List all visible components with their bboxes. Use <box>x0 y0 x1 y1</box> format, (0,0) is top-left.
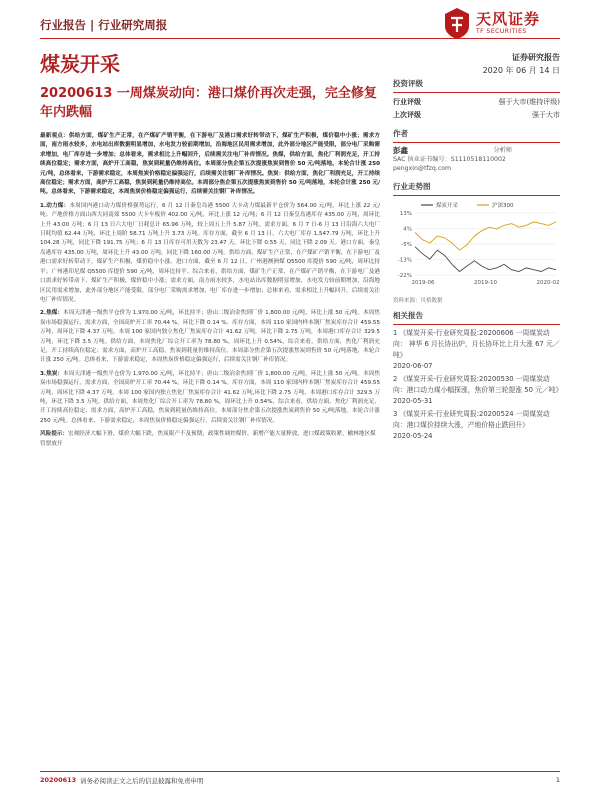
sidebar <box>393 78 563 444</box>
previous-rating-label: 上次评级 <box>393 111 421 119</box>
chart-source: 资料来源：贝格数据 <box>393 298 443 304</box>
y-tick-label: 4% <box>403 226 412 233</box>
report-date: 2020 年 06 月 14 日 <box>482 66 560 75</box>
paragraph-lead: 最新观点： <box>40 133 69 139</box>
author-email[interactable]: pengxin@tfzq.com <box>393 165 452 172</box>
paragraph-body: 本周天津港一级焦平仓价为 1,970.00 元/吨，环比持平；唐山二级冶金焦到厂价 1,800.00 元/吨，环比上涨 50 元/吨。本周焦炭市场稳强运行，需求方面，全国高炉开工率 70.44 %，环比下降 0.14 %。库存方面，本周 110 家国内样本钢厂焦炭库存合计 459.55 万吨，周环比下降 4.37 万吨。本周 100 家国内独立焦化厂焦炭库存合计 41.62 万吨,环比下降 2.75 万吨，本周港口库存合计 329.5 万吨，环比下降 3.5 万吨。供给方面，本周焦化厂综合开工率为 78.80 %，周环比上升 0.54%，综合来看，供给方面，焦化厂利润充足，开工持续高位稳定；需求方面，高炉开工高稳，焦炭到耗量仍维持高位。本周部分焦企第五次提涨焦炭到售价 50 元/吨落地，本轮合计涨 250 元/吨。总体看来，下游需求稳定，本周焦炭价格稳定偏强运行，后续需关注钢厂补库情况。 <box>40 370 380 424</box>
disclaimer-notice[interactable]: 请务必阅读正文之后的信息披露和免责申明 <box>80 777 204 785</box>
brand-logo <box>442 6 560 42</box>
breadcrumb-separator: | <box>90 18 95 32</box>
x-tick-label: 2020-02 <box>536 280 560 286</box>
related-report-item[interactable] <box>393 328 560 372</box>
rating-section-title: 投资评级 <box>393 78 560 93</box>
author-role: 分析师 <box>493 147 512 154</box>
paragraph-lead: 1.动力煤： <box>40 202 70 209</box>
paragraph-body: 供给方面，煤矿生产正常，在产煤矿产销平衡，在下游电厂及港口需求好转带动下，煤矿生产积极，煤价稳中小涨；需求方面，南方雨水较多，水电站出库数据明显增加，水电发力较前期增加，沿海地区民用需求增加，此外部分地区产能受限，部分电厂采购需求增加，电厂库存进一步增加；总体看来，需求相比上升幅回升，后续需关注电厂补库情况。焦煤，供给方面，焦化厂利润充足，开工持续高位稳定；需求方面，高炉开工高稳，焦炭到耗量仍维持高位。本周部分焦企第五次提涨焦炭到售价 50 元/吨落地。本轮合计涨 250 元/吨，总体看来，下游需求稳定，本周焦炭价格稳定偏强运行，后续需关注钢厂补库情况。焦炭：供给方面，焦化厂利润充足，开工持续高位稳定；需求方面，高炉开工高稳，焦炭到耗量仍维持高位。本周部分焦企第五次提涨焦炭到售价 50 元/吨落地，本轮合计涨 250 元/吨。总体看来，下游需求稳定，本周焦炭价格稳定偏强运行，后续需关注钢厂补库情况。 <box>40 133 380 196</box>
related-report-title[interactable]: 2 《煤炭开采-行业研究周报:20200530 一周煤炭动向：港口动力煤小幅探涨，焦价第三轮提涨 50 元／吨》 <box>393 375 563 394</box>
y-tick-label: -13% <box>397 257 412 264</box>
industry-rating-value: 强于大市(维持评级) <box>498 98 560 106</box>
paragraph-lead: 2.焦煤： <box>40 310 64 317</box>
author-section <box>393 128 560 173</box>
series-line <box>415 222 556 250</box>
header-divider <box>40 38 560 39</box>
related-report-date: 2020-05-24 <box>393 432 433 440</box>
risk-warning <box>40 430 380 449</box>
related-section-title: 相关报告 <box>393 310 560 325</box>
legend-label: 煤炭开采 <box>436 203 459 209</box>
industry-title: 煤炭开采 <box>40 52 120 76</box>
breadcrumb-weekly: 行业研究周报 <box>98 18 168 32</box>
breadcrumb <box>40 17 167 33</box>
related-report-date: 2020-05-31 <box>393 397 433 405</box>
paragraph-lead: 3.焦炭： <box>40 370 64 377</box>
x-tick-label: 2019-06 <box>411 280 435 286</box>
breadcrumb-report: 行业报告 <box>40 18 86 32</box>
risk-body: 宏观经济大幅下滑，煤价大幅下跌，焦炭限产不及预期，政策性调控煤价，新增产能大量释放，进口煤政策收紧，榆林地区煤管票放开 <box>40 431 376 447</box>
industry-rating-label: 行业评级 <box>393 98 421 106</box>
thermal-coal-paragraph <box>40 202 380 305</box>
y-tick-label: -22% <box>397 273 412 279</box>
related-report-date: 2020-06-07 <box>393 362 433 370</box>
main-content <box>40 84 380 449</box>
paragraph-body: 本周天津港一级焦平仓价为 1,970.00 元/吨，环比持平；唐山二级冶金焦到厂价 1,800.00 元/吨，环比上涨 50 元/吨。本周焦炭市场稳强运行，需求方面，全国高炉开工率 70.44 %，环比下降 0.14 %。库存方面，本周 110 家国内样本钢厂焦炭库存合计 459.55 万吨，周环比下降 4.37 万吨。本周 100 家国内独立焦化厂焦炭库存合计 41.62 万吨，环比下降 2.75 万吨，本周港口库存合计 329.5 万吨，环比下降 3.5 万吨。供给方面，本周焦化厂综合开工率为 78.80 %，周环比上升 0.54%，综合来看，供给方面，焦化厂利润充足，开工持续高位稳定；需求方面，高炉开工高稳，焦炭到耗量仍维持高位。本周部分焦企第五次提涨焦炭到售价 50 元/吨落地，本轮合计涨 250 元/吨。总体看来，下游需求稳定，本周焦炭价格稳定偏强运行，后续需关注钢厂补库情况。 <box>40 310 380 364</box>
risk-lead: 风险提示： <box>40 431 68 438</box>
related-report-title[interactable]: 3 《煤炭开采-行业研究周报:20200524 一周煤炭动向：港口煤价持续大涨，产地价格止跌回升》 <box>393 410 550 429</box>
y-tick-label: -5% <box>401 242 412 248</box>
industry-rating-row <box>393 96 560 109</box>
author-sac: SAC 执业证书编号：S1110518110002 <box>393 156 506 163</box>
coke-paragraph <box>40 370 380 426</box>
footer-logo: 20200613 <box>40 776 77 784</box>
related-report-item[interactable] <box>393 374 563 407</box>
y-tick-label: 13% <box>399 211 412 217</box>
legend-label: 沪深300 <box>492 203 514 209</box>
page-number: 1 <box>555 776 560 784</box>
footer-divider <box>40 771 560 772</box>
previous-rating-row <box>393 109 560 122</box>
author-name: 彭鑫 <box>393 146 408 155</box>
rating-section <box>393 78 560 122</box>
series-line <box>415 247 556 272</box>
x-tick-label: 2019-10 <box>474 280 497 286</box>
author-name-row <box>393 146 560 155</box>
report-type: 证券研究报告 <box>512 53 560 62</box>
chart-title: 行业走势图 <box>393 181 560 196</box>
trend-chart-section <box>393 181 560 304</box>
logo-mark-icon <box>442 6 472 40</box>
summary-paragraph <box>40 132 380 198</box>
related-report-item[interactable] <box>393 409 560 442</box>
report-title: 20200613 一周煤炭动向：港口煤价再次走强，完全修复年内跌幅 <box>40 86 377 120</box>
trend-chart <box>393 199 560 295</box>
related-reports-section <box>393 310 563 442</box>
logo-text-en: TF SECURITIES <box>476 28 527 35</box>
logo-text-cn: 天风证券 <box>476 10 541 28</box>
author-section-title: 作者 <box>393 128 560 143</box>
paragraph-body: 本周国内港口动力煤价格强势运行，6 月 12 日秦皇岛港 5500 大卡动力煤最新平仓价为 564.00 元/吨，环比上涨 22 元/吨；产地价格方面山西大同南郊 5500 大卡车板价 402.00 元/吨，环比上涨 12 元/吨；6 月 12 日秦皇岛港库存 435.00 万吨，周环比上升 43.00 万吨；6 月 13 日六大电厂日耗总计 65.96 万吨，较上周五上升 5.87 万吨。需求方面，6 月 7 日-6 月 13 日沿海六大电厂日耗均值 62.44 万吨，环比上周阶 58.71 万吨上升 3.73 万吨。库存方面，截至 6 月 13 日，六大电厂库存 1,547.79 万吨，环比上升 104.28 万吨，同比下降 191.75 万吨；6 月 13 日库存可用天数为 23.47 天，环比下降 0.55 天，同比下降 2.09 天。港口方面，秦皇岛港库存 435.00 万吨，周环比上升 43.00 万吨，同比下降 160.00 万吨。供给方面，煤矿生产正常，在产煤矿产销平衡，在下游电厂及港口需求好转带动下，煤矿生产积极，煤价稳中小涨。进口方面，截至 6 月 12 日，广州港澳洲煤 Q5500 库提价 590 元/吨，周环比持平；广州港印尼煤 Q5500 库提价 590 元/吨，周环比持平。综合来看，供给方面，煤矿生产正常，在产煤矿产销平衡，在下游电厂及港口需求好转带动下，煤矿生产积极，煤价稳中小涨；需求方面，南方雨水较多，水电站出库数据明显增加，水电发力较前期增加，沿海地区民用需求增加，此外部分地区产能受限，部分电厂采购需求增加，电厂库存进一步增加；总体来看，需求相比上升幅回升，后续需关注电厂补库情况。 <box>40 202 380 303</box>
previous-rating-value: 强于大市 <box>532 111 560 119</box>
coking-coal-paragraph <box>40 309 380 365</box>
related-report-title[interactable]: 1 《煤炭开采-行业研究周报:20200606 一周煤炭动向： 神华 6 月长协出炉，月长协环比上月大涨 67 元／吨》 <box>393 329 560 359</box>
